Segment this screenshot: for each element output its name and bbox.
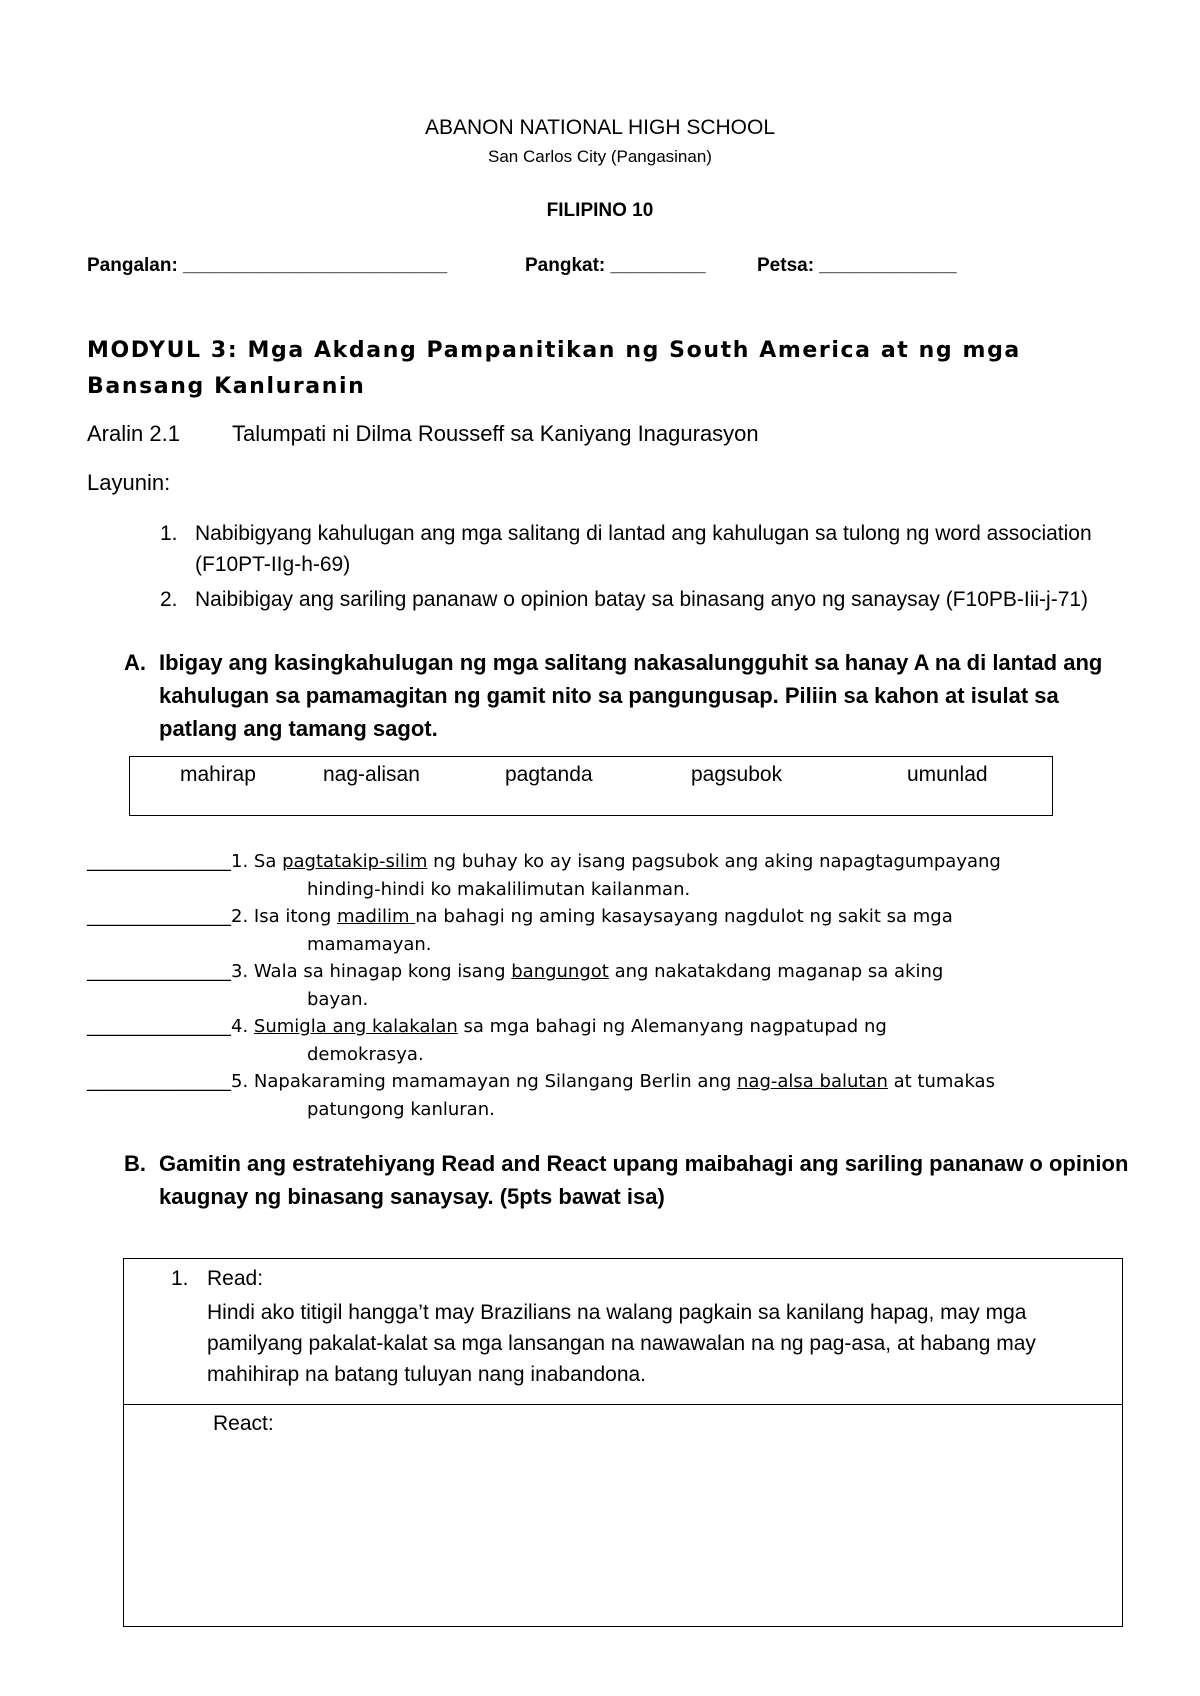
underlined-word: nag-alsa balutan (737, 1071, 888, 1092)
question-text: sa mga bahagi ng Alemanyang nagpatupad ng (457, 1016, 887, 1037)
question-text-continued: bayan. (307, 989, 369, 1010)
question-item (87, 1013, 887, 1065)
petsa-field[interactable]: Petsa: _____________ (757, 255, 957, 276)
objective-text: Naibibigay ang sariling pananaw o opinion batay sa binasang anyo ng sanaysay (F10PB-Iii-j-71) (195, 588, 1089, 611)
question-number: 5. (231, 1071, 254, 1092)
underlined-word: pagtatakip-silim (282, 851, 428, 872)
school-name: ABANON NATIONAL HIGH SCHOOL (424, 116, 776, 139)
question-text-continued: mamamayan. (307, 934, 432, 955)
question-number: 3. (231, 961, 254, 982)
answer-blank[interactable]: ________________ (87, 906, 231, 927)
question-text: Sa (253, 851, 283, 872)
question-text-continued: hinding-hindi ko makalilimutan kailanman. (307, 879, 691, 900)
lesson-title: Talumpati ni Dilma Rousseff sa Kaniyang Inagurasyon (232, 421, 759, 446)
read-label: Read: (207, 1267, 264, 1290)
objective-number: 2. (160, 588, 178, 611)
underlined-word: Sumigla ang kalakalan (253, 1016, 458, 1037)
answer-blank[interactable]: ________________ (87, 1016, 231, 1037)
underlined-word: bangungot (511, 961, 609, 982)
question-item (87, 903, 953, 955)
question-text: ang nakatakdang maganap sa aking (608, 961, 944, 982)
section-b-letter: B. (124, 1151, 146, 1176)
pangalan-field[interactable]: Pangalan: _________________________ (87, 255, 448, 276)
read-passage: Hindi ako titigil hangga’t may Brazilians na walang pagkain sa kanilang hapag, may mga pamilyang pakalat-kalat sa mga lansangan na nawawalan na ng pag-asa, at habang may mahihirap na batang tuluyan nang inabandona. (207, 1301, 1036, 1386)
question-item (87, 848, 1001, 900)
word-bank-item: mahirap (180, 763, 256, 786)
module-title: MODYUL 3: Mga Akdang Pampanitikan ng South America at ng mga Bansang Kanluranin (87, 338, 1021, 399)
subject-title: FILIPINO 10 (546, 200, 654, 221)
question-text-continued: demokrasya. (307, 1044, 424, 1065)
question-text-continued: patungong kanluran. (307, 1099, 495, 1120)
objective-text: Nabibigyang kahulugan ang mga salitang di lantad ang kahulugan sa tulong ng word association (F10PT-IIg-h-69) (195, 522, 1092, 576)
section-a-letter: A. (124, 650, 146, 675)
question-number: 4. (231, 1016, 254, 1037)
answer-blank[interactable]: ________________ (87, 1071, 231, 1092)
box-divider (124, 1404, 1122, 1405)
objectives-heading: Layunin: (87, 470, 171, 495)
school-city: San Carlos City (Pangasinan) (488, 147, 712, 166)
answer-blank[interactable]: ________________ (87, 851, 231, 872)
word-bank-item: pagtanda (505, 763, 593, 786)
question-text: Napakaraming mamamayan ng Silangang Berlin ang (253, 1071, 737, 1092)
answer-blank[interactable]: ________________ (87, 961, 231, 982)
question-text: na bahagi ng aming kasaysayang nagdulot ng sakit sa mga (415, 906, 953, 927)
question-number: 1. (231, 851, 254, 872)
read-number: 1. (171, 1267, 189, 1290)
section-a-text: Ibigay ang kasingkahulugan ng mga salitang nakasalungguhit sa hanay A na di lantad ang kahulugan sa pamamagitan ng gamit nito sa pangungusap. Piliin sa kahon at isulat sa patlang ang tamang sagot. (159, 650, 1103, 741)
word-bank-item: nag-alisan (323, 763, 420, 786)
underlined-word: madilim (336, 906, 416, 927)
question-item (87, 1068, 995, 1120)
section-b-text: Gamitin ang estratehiyang Read and React upang maibahagi ang sariling pananaw o opinion kaugnay ng binasang sanaysay. (5pts bawat isa) (159, 1151, 1129, 1209)
question-text: Wala sa hinagap kong isang (253, 961, 512, 982)
question-number: 2. (231, 906, 254, 927)
question-text: ng buhay ko ay isang pagsubok ang aking napagtagumpayang (427, 851, 1001, 872)
question-text: Isa itong (253, 906, 337, 927)
react-label: React: (213, 1412, 274, 1435)
word-bank-item: pagsubok (691, 763, 783, 786)
pangkat-field[interactable]: Pangkat: _________ (525, 255, 706, 276)
read-react-box (123, 1258, 1123, 1627)
word-bank-box (129, 756, 1053, 816)
lesson-number: Aralin 2.1 (87, 421, 180, 446)
word-bank-item: umunlad (907, 763, 988, 786)
question-text: at tumakas (887, 1071, 995, 1092)
question-item (87, 958, 944, 1010)
student-info-fields (87, 255, 957, 277)
objective-number: 1. (160, 522, 178, 545)
lesson-heading (87, 421, 759, 447)
